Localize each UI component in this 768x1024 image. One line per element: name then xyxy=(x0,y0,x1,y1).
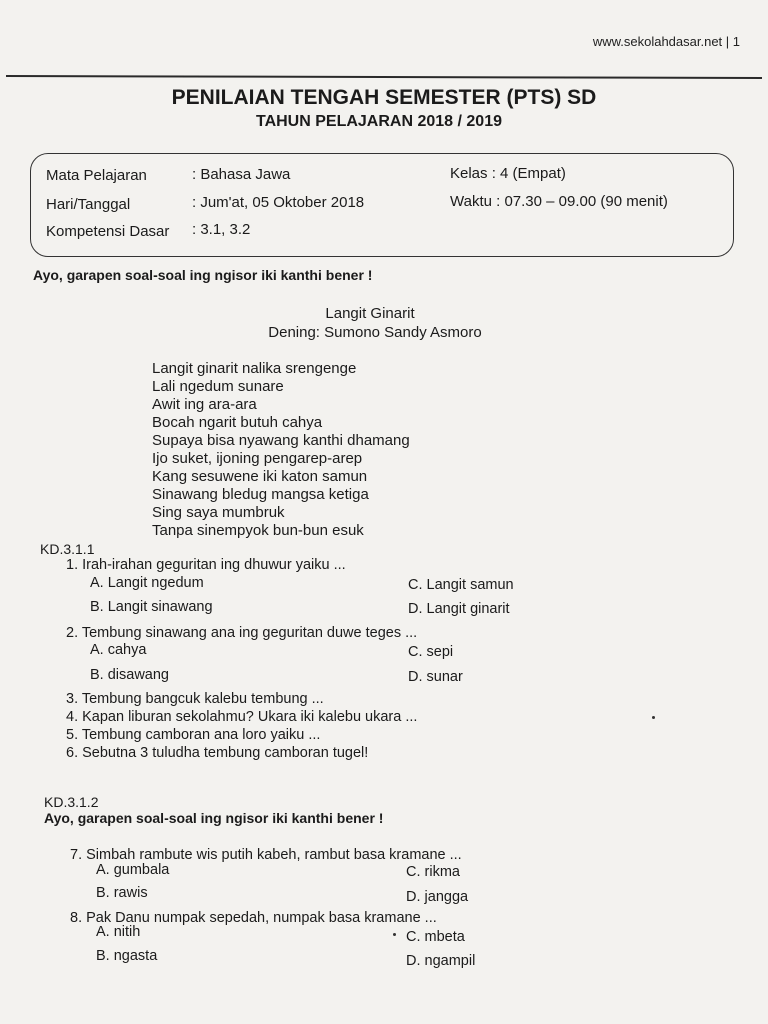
question-6: 6. Sebutna 3 tuludha tembung camboran tugel! xyxy=(66,745,369,761)
poem-line: Sing saya mumbruk xyxy=(152,504,285,521)
option-7c: C. rikma xyxy=(406,864,460,880)
option-2a: A. cahya xyxy=(90,642,147,658)
poem-title: Langit Ginarit xyxy=(325,305,415,322)
instruction: Ayo, garapen soal-soal ing ngisor iki kanthi bener ! xyxy=(33,267,373,283)
option-2b: B. disawang xyxy=(90,667,169,683)
option-1d: D. Langit ginarit xyxy=(408,601,510,617)
kd-heading-2: KD.3.1.2 xyxy=(44,794,99,810)
option-8a: A. nitih xyxy=(96,924,141,940)
poem-author: Dening: Sumono Sandy Asmoro xyxy=(268,324,482,341)
option-1b: B. Langit sinawang xyxy=(90,599,213,615)
kd-heading-1: KD.3.1.1 xyxy=(40,541,95,557)
day-label: Hari/Tanggal xyxy=(46,196,131,213)
exam-subtitle: TAHUN PELAJARAN 2018 / 2019 xyxy=(255,113,502,130)
poem-line: Lali ngedum sunare xyxy=(152,378,284,395)
option-2c: C. sepi xyxy=(408,644,454,660)
kd-value: : 3.1, 3.2 xyxy=(192,221,251,238)
poem-line: Langit ginarit nalika srengenge xyxy=(152,360,357,377)
question-7: 7. Simbah rambute wis putih kabeh, rambut basa kramane ... xyxy=(70,847,462,863)
option-8d: D. ngampil xyxy=(406,953,476,969)
instruction-2: Ayo, garapen soal-soal ing ngisor iki kanthi bener ! xyxy=(44,810,384,826)
poem-line: Ijo suket, ijoning pengarep-arep xyxy=(152,450,363,467)
time-info: Waktu : 07.30 – 09.00 (90 menit) xyxy=(450,193,668,210)
question-5: 5. Tembung camboran ana loro yaiku ... xyxy=(66,727,321,743)
option-7a: A. gumbala xyxy=(96,862,170,878)
poem-line: Kang sesuwene iki katon samun xyxy=(152,468,368,485)
poem-line: Awit ing ara-ara xyxy=(152,396,257,413)
speck xyxy=(393,933,396,936)
subject-value: : Bahasa Jawa xyxy=(192,166,291,183)
header-divider xyxy=(6,75,762,79)
website-footer: www.sekolahdasar.net | 1 xyxy=(592,34,740,49)
subject-label: Mata Pelajaran xyxy=(46,167,147,184)
question-1: 1. Irah-irahan geguritan ing dhuwur yaiku ... xyxy=(66,557,346,573)
option-8b: B. ngasta xyxy=(96,948,158,964)
day-value: : Jum'at, 05 Oktober 2018 xyxy=(192,194,365,211)
speck xyxy=(652,716,655,719)
poem-line: Tanpa sinempyok bun-bun esuk xyxy=(152,522,364,539)
question-3: 3. Tembung bangcuk kalebu tembung ... xyxy=(66,691,324,707)
option-8c: C. mbeta xyxy=(406,929,465,945)
option-1a: A. Langit ngedum xyxy=(90,575,204,591)
question-4: 4. Kapan liburan sekolahmu? Ukara iki kalebu ukara ... xyxy=(66,709,418,725)
poem-line: Sinawang bledug mangsa ketiga xyxy=(152,486,369,503)
kd-label: Kompetensi Dasar xyxy=(46,223,170,240)
question-2: 2. Tembung sinawang ana ing geguritan duwe teges ... xyxy=(66,625,418,641)
question-8: 8. Pak Danu numpak sepedah, numpak basa kramane ... xyxy=(70,910,437,926)
class-info: Kelas : 4 (Empat) xyxy=(450,165,566,182)
option-1c: C. Langit samun xyxy=(408,577,514,593)
poem-line: Bocah ngarit butuh cahya xyxy=(152,414,323,431)
option-7d: D. jangga xyxy=(406,889,469,905)
option-7b: B. rawis xyxy=(96,885,148,901)
exam-title: PENILAIAN TENGAH SEMESTER (PTS) SD xyxy=(171,86,597,109)
poem-line: Supaya bisa nyawang kanthi dhamang xyxy=(152,432,410,449)
option-2d: D. sunar xyxy=(408,669,463,685)
